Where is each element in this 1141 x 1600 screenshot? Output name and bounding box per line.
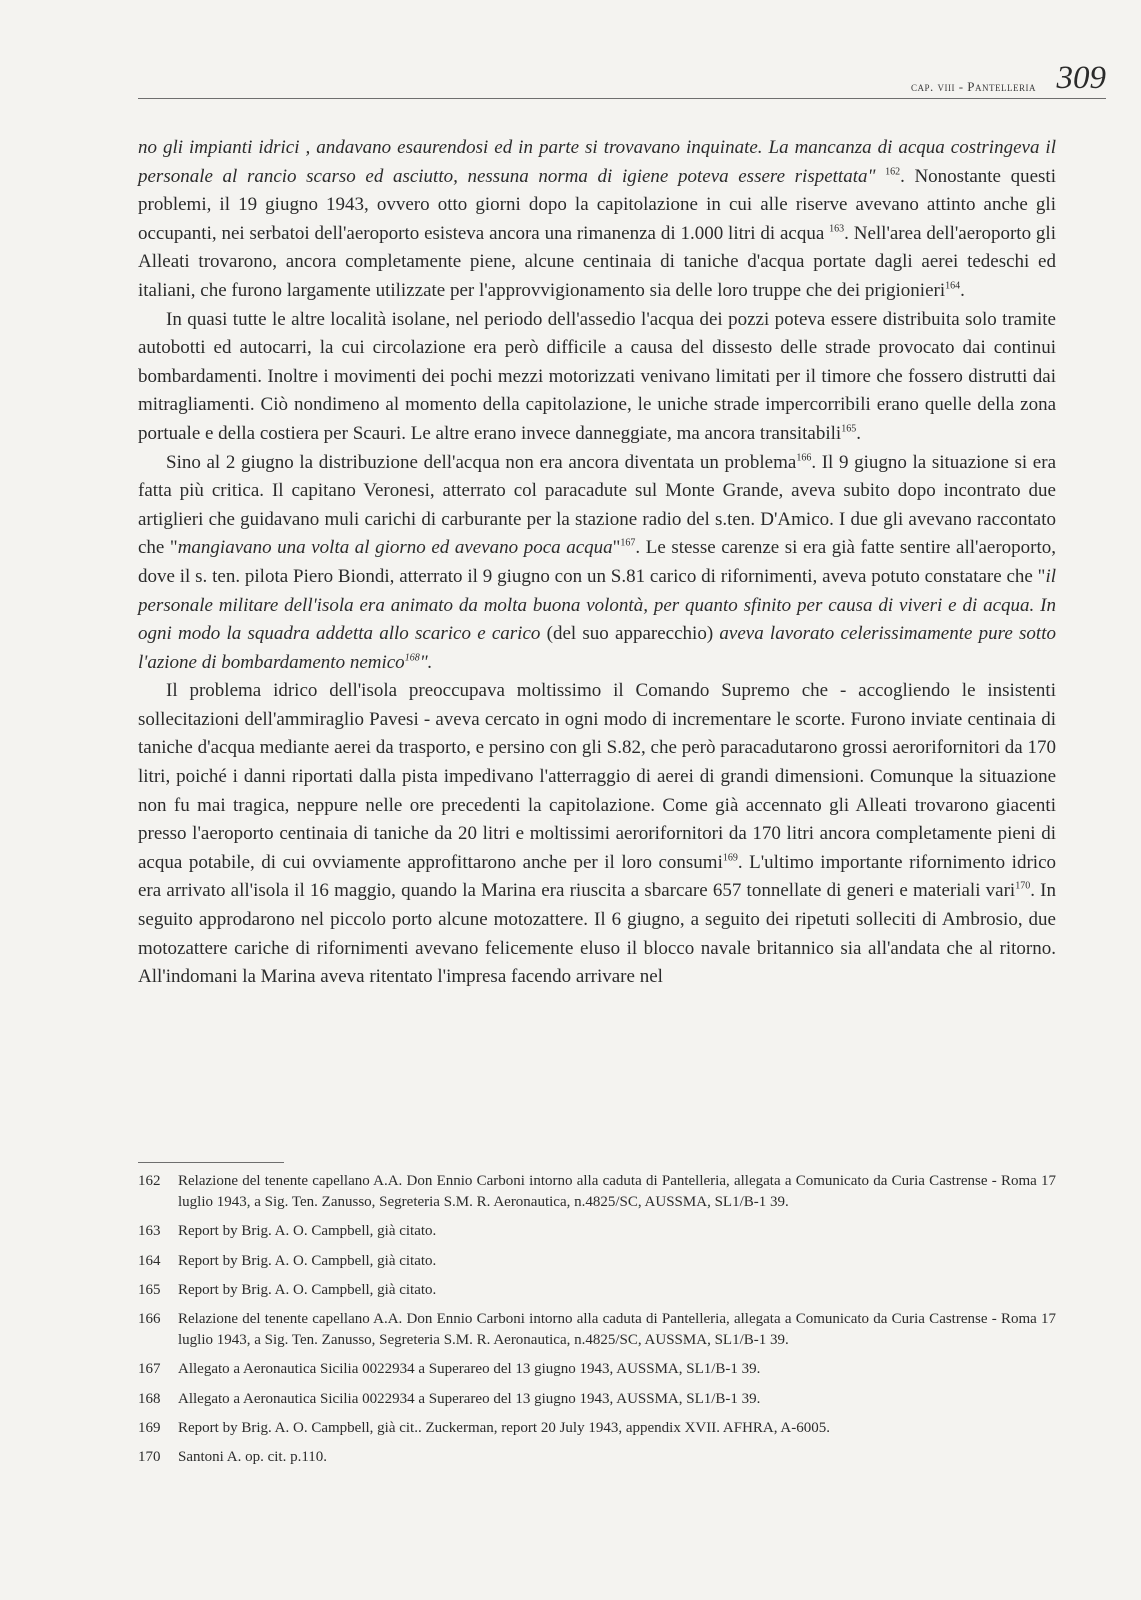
footnote-text: Relazione del tenente capellano A.A. Don Ennio Carboni intorno alla caduta di Pantelleria, allegata a Comunicato da Curia Castrense - Roma 17 luglio 1943, a Sig. Ten. Zanusso, Segreteria S.M. R. Aeronautica, n.4825/SC, AUSSMA, SL1/B-1 39. (178, 1311, 1056, 1349)
footnote-number: 164 (138, 1252, 161, 1269)
paragraph (138, 677, 1056, 992)
text-run: . Nell'area dell'aeroporto gli Alleati trovarono, ancora completamente piene, alcune centinaia di taniche d'acqua portate dagli aerei tedeschi ed italiani, che furono largamente utilizzate per l'approvvigionamento sia delle loro truppe che dei prigionieri (138, 222, 1056, 301)
text-run: Sino al 2 giugno la distribuzione dell'acqua non era ancora diventata un problema (166, 451, 797, 473)
footnote-number: 169 (138, 1419, 161, 1436)
footnote-ref: 165 (841, 423, 857, 435)
footnote (138, 1221, 1056, 1242)
page-number: 309 (1056, 60, 1106, 96)
running-header (138, 60, 1106, 99)
text-run: . (960, 279, 965, 301)
footnote-number: 163 (138, 1223, 161, 1240)
footnote (138, 1171, 1056, 1213)
footnote-text: Relazione del tenente capellano A.A. Don Ennio Carboni intorno alla caduta di Pantelleria, allegata a Comunicato da Curia Castrense - Roma 17 luglio 1943, a Sig. Ten. Zanusso, Segreteria S.M. R. Aeronautica, n.4825/SC, AUSSMA, SL1/B-1 39. (178, 1173, 1056, 1211)
footnote-divider (138, 1162, 284, 1163)
footnote (138, 1359, 1056, 1380)
footnote-text: Report by Brig. A. O. Campbell, già citato. (178, 1223, 437, 1240)
footnote-ref: 162 (885, 166, 901, 178)
text-run: Il problema idrico dell'isola preoccupava moltissimo il Comando Supremo che - accogliendo le insistenti sollecitazioni dell'ammiraglio Pavesi - aveva cercato in ogni modo di incrementare le scorte. Furono inviate centinaia di taniche d'acqua mediante aerei da trasporto, e persino con gli S.82, che però paracadutarono grossi aerorifornitori da 170 litri, poiché i danni riportati dalla pista impedivano l'atterraggio di aerei di grandi dimensioni. Comunque la situazione non fu mai tragica, neppure nelle ore precedenti la capitolazione. Come già accennato gli Alleati trovarono giacenti presso l'aeroporto centinaia di taniche da 20 litri e moltissimi aerorifornitori da 170 litri ancora completamente pieni di acqua potabile, di cui ovviamente approfittarono anche per il loro consumi (138, 680, 1056, 873)
footnote-ref: 164 (945, 280, 961, 292)
footnote-number: 162 (138, 1173, 161, 1189)
italic-text: il personale militare dell'isola era animato da molta buona volontà, per quanto sfinito per causa di viveri e di acqua. In ogni modo la squadra addetta allo scarico e carico (138, 565, 1056, 645)
footnote-text: Allegato a Aeronautica Sicilia 0022934 a Superareo del 13 giugno 1943, AUSSMA, SL1/B-1 39. (178, 1361, 761, 1378)
paragraph (138, 306, 1056, 449)
text-run: In quasi tutte le altre località isolane, nel periodo dell'assedio l'acqua dei pozzi poteva essere distribuita solo tramite autobotti ed autocarri, la cui circolazione era però difficile a causa del dissesto delle strade provocato dai continui bombardamenti. Inoltre i movimenti dei pochi mezzi motorizzati venivano limitati per il timore che fossero distrutti dai mitragliamenti. Ciò nondimeno al momento della capitolazione, le uniche strade impercorribili erano quelle della zona portuale e della costiera per Scauri. Le altre erano invece danneggiate, ma ancora transitabili (138, 308, 1056, 444)
footnote-text: Report by Brig. A. O. Campbell, già citato. (178, 1281, 437, 1298)
footnote-number: 168 (138, 1390, 161, 1407)
italic-text: aveva lavorato celerissimamente pure sotto l'azione di bombardamento nemico (138, 623, 1056, 673)
footnote-ref: 163 (829, 223, 845, 235)
footnote (138, 1251, 1056, 1272)
footnote (138, 1280, 1056, 1301)
text-run: " (612, 537, 621, 559)
footnote-text: Santoni A. op. cit. p.110. (178, 1449, 328, 1466)
footnote-ref: 166 (796, 452, 812, 464)
footnote (138, 1309, 1056, 1351)
body-text (138, 134, 1056, 992)
text-run: (del suo apparecchio) (540, 623, 720, 645)
italic-text: no gli impianti idrici , andavano esaurendosi ed in parte si trovavano inquinate. La mancanza di acqua costringeva il personale al rancio scarso ed asciutto, nessuna norma di igiene poteva essere rispettata" (138, 137, 1056, 187)
paragraph (138, 449, 1056, 678)
footnote (138, 1389, 1056, 1410)
footnotes (138, 1171, 1056, 1476)
footnote-ref: 169 (722, 852, 738, 864)
footnote-ref: 167 (620, 537, 636, 549)
text-run: . In seguito approdarono nel piccolo porto alcune motozattere. Il 6 giugno, a seguito dei ripetuti solleciti di Ambrosio, due motozattere cariche di rifornimenti avevano felicemente eluso il blocco navale britannico sia all'andata che al ritorno. All'indomani la Marina aveva ritentato l'impresa facendo arrivare nel (138, 880, 1056, 988)
footnote (138, 1418, 1056, 1439)
text-run: . Nonostante questi problemi, il 19 giugno 1943, ovvero otto giorni dopo la capitolazione in cui alle riserve avevano attinto anche gli occupanti, nei serbatoi dell'aeroporto esisteva ancora una rimanenza di 1.000 litri di acqua (138, 165, 1056, 244)
footnote-ref: 168 (404, 652, 420, 664)
footnote-ref: 170 (1015, 881, 1031, 893)
footnote-text: Allegato a Aeronautica Sicilia 0022934 a Superareo del 13 giugno 1943, AUSSMA, SL1/B-1 39. (178, 1390, 761, 1407)
paragraph (138, 134, 1056, 306)
text-run: . L'ultimo importante rifornimento idrico era arrivato all'isola il 16 maggio, quando la Marina era riuscita a sbarcare 657 tonnellate di generi e materiali vari (138, 851, 1057, 902)
footnote-text: Report by Brig. A. O. Campbell, già cit.. Zuckerman, report 20 July 1943, appendix XVII. AFHRA, A-6005. (178, 1419, 830, 1436)
footnote-number: 165 (138, 1281, 161, 1298)
chapter-title: cap. viii - Pantelleria (910, 79, 1036, 94)
footnote-text: Report by Brig. A. O. Campbell, già citato. (178, 1252, 437, 1269)
footnote (138, 1447, 1056, 1468)
text-run: . Il 9 giugno la situazione si era fatta più critica. Il capitano Veronesi, atterrato col paracadute sul Monte Grande, aveva subito dopo incontrato due artiglieri che guidavano muli carichi di carburante per la stazione radio del s.ten. D'Amico. I due gli avevano raccontato che " (138, 451, 1057, 559)
text-run: . Le stesse carenze si era già fatte sentire all'aeroporto, dove il s. ten. pilota Piero Biondi, atterrato il 9 giugno con un S.81 carico di rifornimenti, aveva potuto constatare che " (138, 537, 1057, 587)
italic-text: mangiavano una volta al giorno ed avevano poca acqua (177, 537, 613, 559)
italic-text: ". (419, 651, 433, 673)
footnote-number: 167 (138, 1361, 161, 1378)
footnote-number: 166 (138, 1311, 161, 1328)
footnote-number: 170 (138, 1449, 161, 1466)
text-run: . (856, 422, 861, 444)
